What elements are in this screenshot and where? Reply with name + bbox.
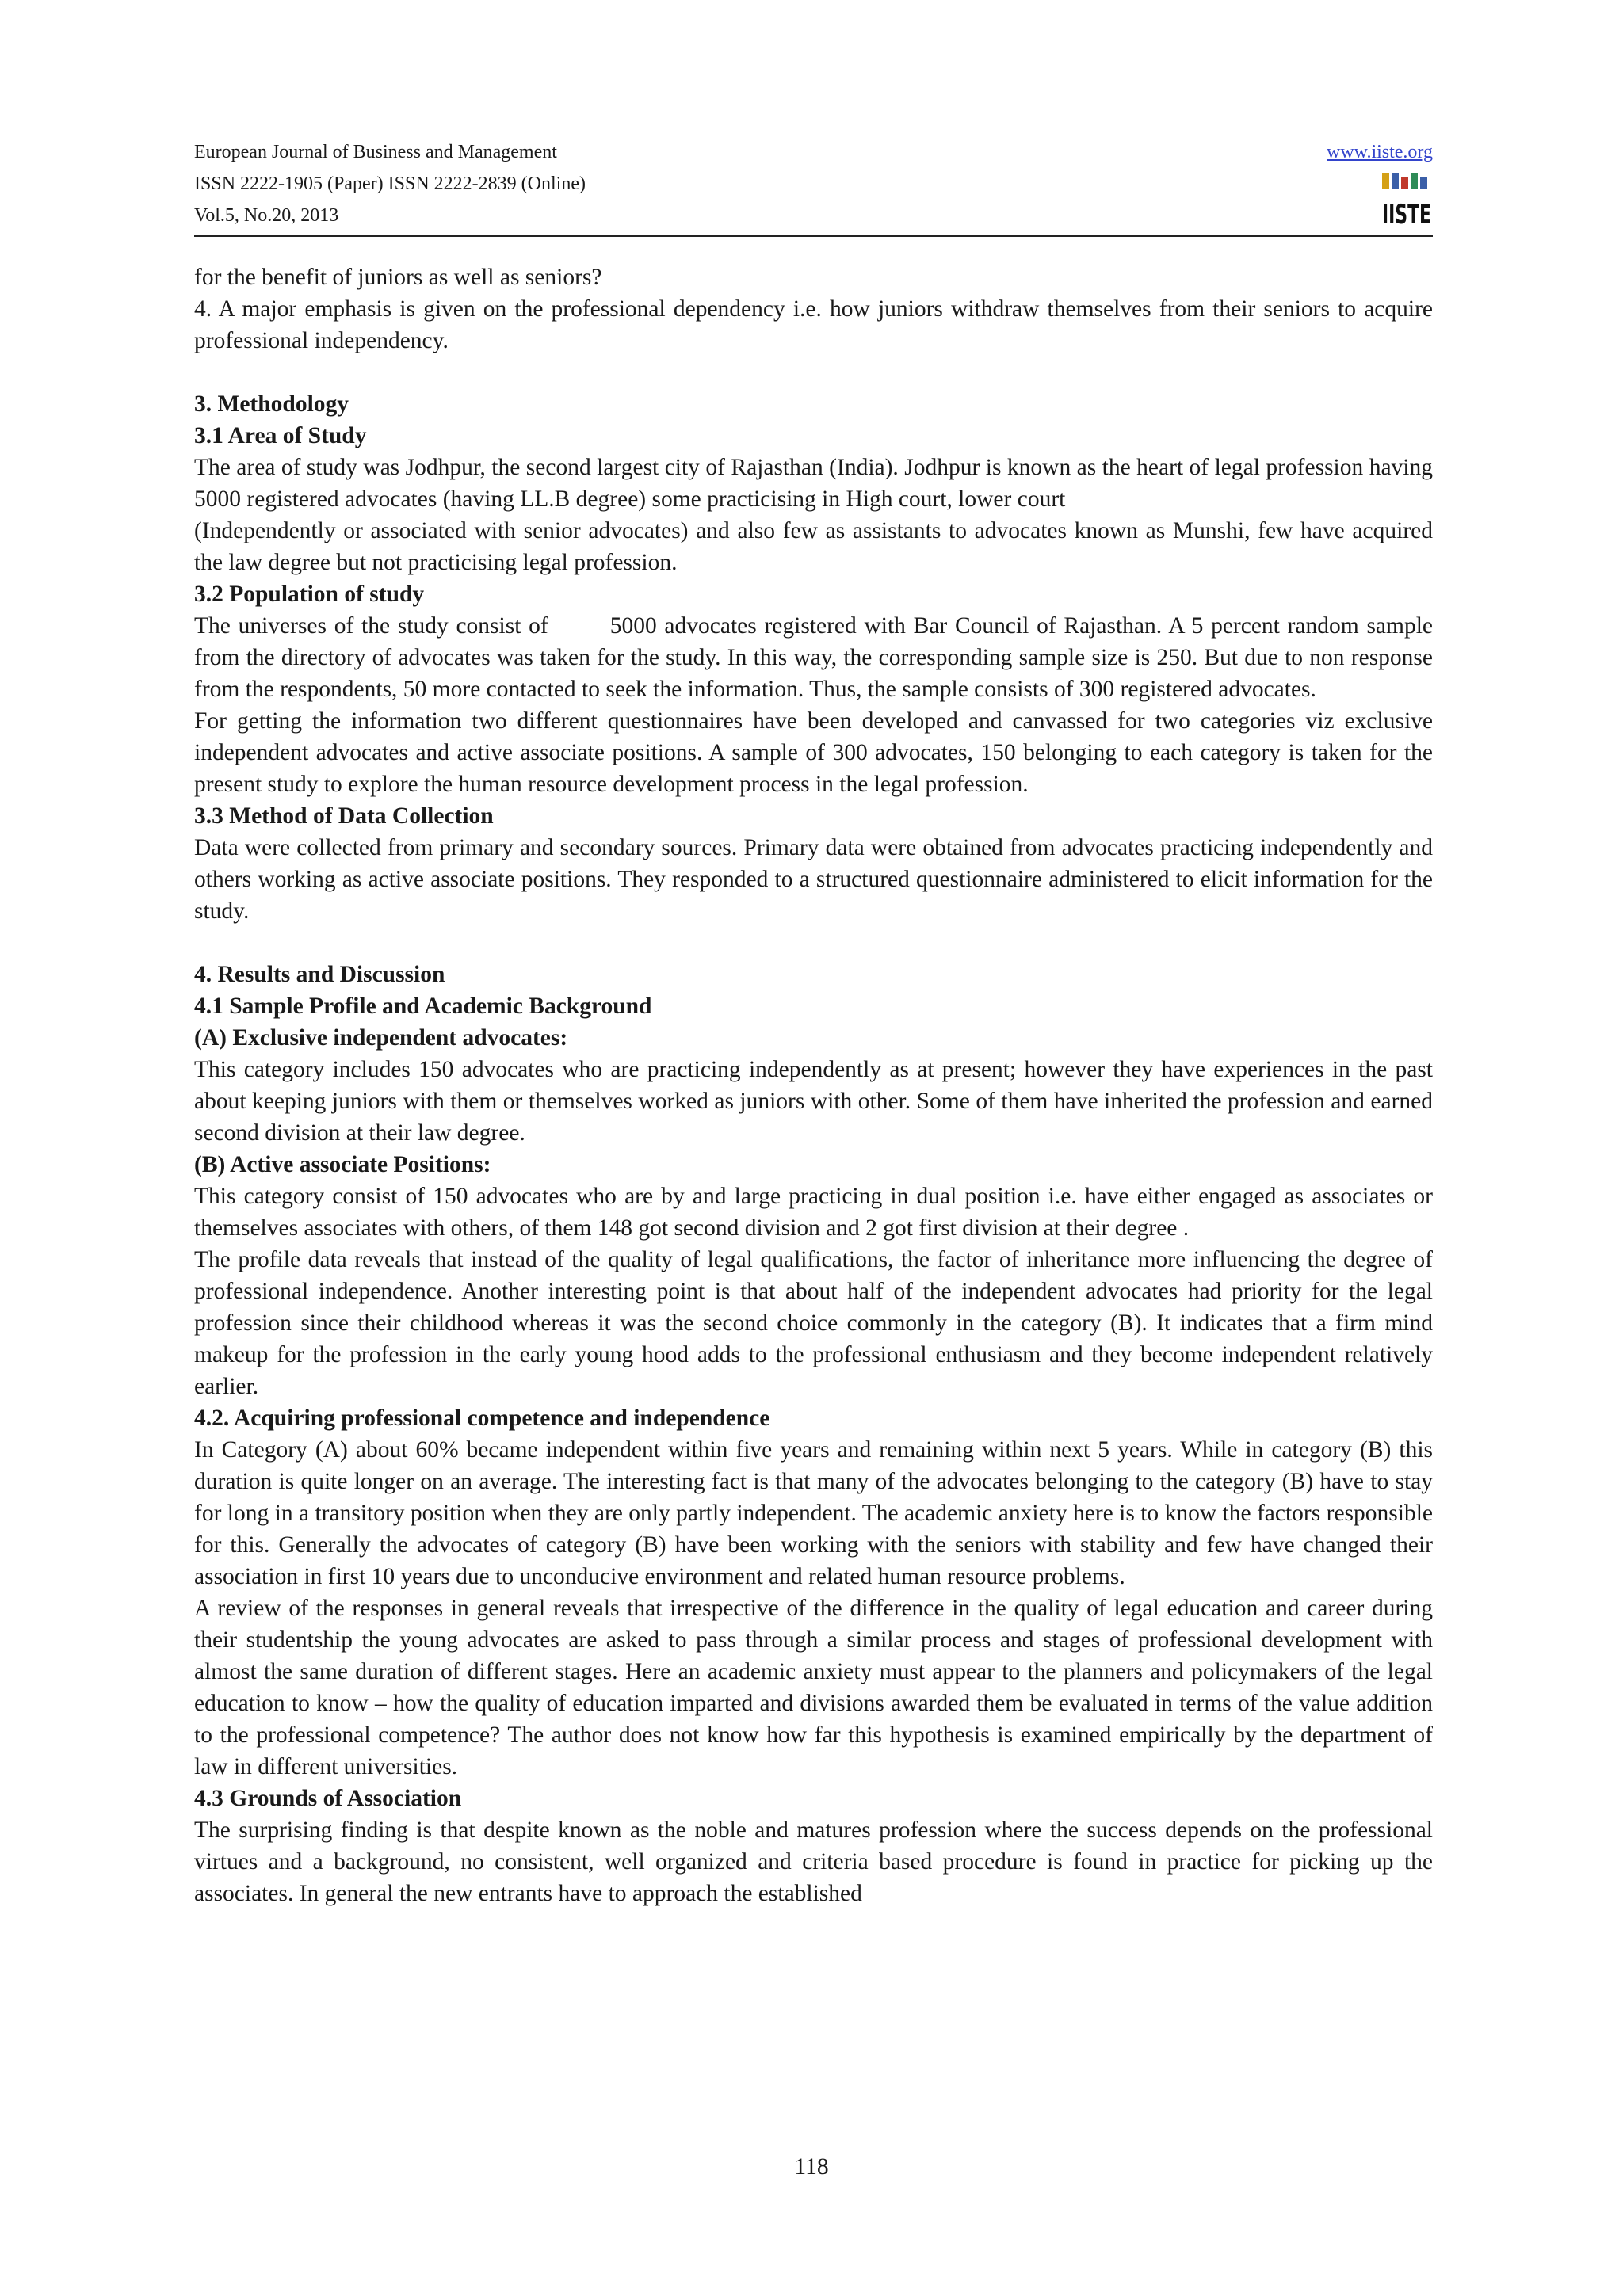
paragraph: The area of study was Jodhpur, the second largest city of Rajasthan (India). Jodhpur is known as the heart of legal profession having 5000 registered advocates (having LL.B degree) some practicising in High court, lower court (194, 455, 1433, 512)
paragraph: The surprising finding is that despite known as the noble and matures profession where the success depends on the professional virtues and a background, no consistent, well organized and criteria based procedure is found in practice for picking up the associates. In general the new entrants have to approach the established (194, 1817, 1433, 1906)
subsection-heading-grounds: 4.3 Grounds of Association (194, 1786, 462, 1811)
paragraph: A review of the responses in general reveals that irrespective of the difference in the quality of legal education and career during their studentship the young advocates are asked to pass through a similar process and stages of professional development with almost the same duration of different stages. Here an academic anxiety must appear to the planners and policymakers of the legal education to know – how the quality of education imparted and divisions awarded them be evaluated in terms of the value addition to the professional competence? The author does not know how far this hypothesis is examined empirically by the department of law in different universities. (194, 1596, 1433, 1779)
paragraph: Data were collected from primary and secondary sources. Primary data were obtained from advocates practicing independently and others working as active associate positions. They responded to a structured questionnaire administered to elicit information for the study. (194, 835, 1433, 924)
issn-line: ISSN 2222-1905 (Paper) ISSN 2222-2839 (Online) (194, 174, 586, 194)
journal-title: European Journal of Business and Management (194, 142, 557, 162)
paragraph: This category consist of 150 advocates who are by and large practicing in dual position i.e. have either engaged as associates or themselves associates with others, of them 148 got second division and 2 got first division at their degree . (194, 1184, 1433, 1241)
paragraph: The profile data reveals that instead of the quality of legal qualifications, the factor of inheritance more influencing the degree of professional independence. Another interesting point is that about half of the independent advocates had priority for the legal profession since their childhood whereas it was the second choice commonly in the category (B). It indicates that a firm mind makeup for the profession in the early young hood adds to the professional enthusiasm and they become independent relatively earlier. (194, 1247, 1433, 1399)
paragraph: For getting the information two different questionnaires have been developed and canvassed for two categories viz exclusive independent advocates and active associate positions. A sample of 300 advocates, 150 belonging to each category is taken for the present study to explore the human resource development process in the legal profession. (194, 708, 1433, 797)
paragraph: This category includes 150 advocates who are practicing independently as at present; however they have experiences in the past about keeping juniors with them or themselves worked as juniors with other. Some of them have inherited the profession and earned second division at their law degree. (194, 1057, 1433, 1146)
subsection-heading-sample: 4.1 Sample Profile and Academic Background (194, 994, 652, 1019)
page-header (194, 136, 1433, 238)
svg-text:IISTE: IISTE (1382, 199, 1431, 231)
iiste-logo (1381, 171, 1433, 230)
paragraph: for the benefit of juniors as well as seniors? (194, 265, 602, 290)
section-heading-results: 4. Results and Discussion (194, 962, 445, 987)
blank-line (194, 357, 1433, 388)
journal-website-link[interactable]: www.iiste.org (1327, 142, 1433, 162)
category-heading-b: (B) Active associate Positions: (194, 1152, 491, 1177)
page-number: 118 (794, 2154, 829, 2180)
paragraph: (Independently or associated with senior advocates) and also few as assistants to advocates known as Munshi, few have acquired the law degree but not practicising legal profession. (194, 518, 1433, 575)
article-body (194, 261, 1433, 1909)
header-rule (194, 235, 1433, 237)
blank-line (194, 927, 1433, 959)
subsection-heading-method: 3.3 Method of Data Collection (194, 803, 494, 829)
subsection-heading-population: 3.2 Population of study (194, 582, 425, 607)
volume-line: Vol.5, No.20, 2013 (194, 205, 339, 226)
subsection-heading-competence: 4.2. Acquiring professional competence and independence (194, 1405, 770, 1431)
category-heading-a: (A) Exclusive independent advocates: (194, 1025, 568, 1051)
subsection-heading-area: 3.1 Area of Study (194, 423, 367, 448)
section-heading-methodology: 3. Methodology (194, 391, 349, 417)
paragraph: In Category (A) about 60% became independent within five years and remaining within next 5 years. While in category (B) this duration is quite longer on an average. The interesting fact is that many of the advocates belonging to the category (B) have to stay for long in a transitory position when they are only partly independent. The academic anxiety here is to know the factors responsible for this. Generally the advocates of category (B) have been working with the seniors with stability and few have changed their association in first 10 years due to unconducive environment and related human resource problems. (194, 1437, 1433, 1589)
paragraph: 4. A major emphasis is given on the professional dependency i.e. how juniors withdraw themselves from their seniors to acquire professional independency. (194, 296, 1433, 353)
paragraph (194, 610, 1433, 705)
text-run: The universes of the study consist of (194, 613, 548, 639)
text-run: 5000 advocates registered with Bar Council of Rajasthan. A 5 percent random sample from the directory of advocates was taken for the study. In this way, the corresponding sample size is 250. But due to non response from the respondents, 50 more contacted to seek the information. Thus, the sample consists of 300 registered advocates. (194, 613, 1434, 702)
